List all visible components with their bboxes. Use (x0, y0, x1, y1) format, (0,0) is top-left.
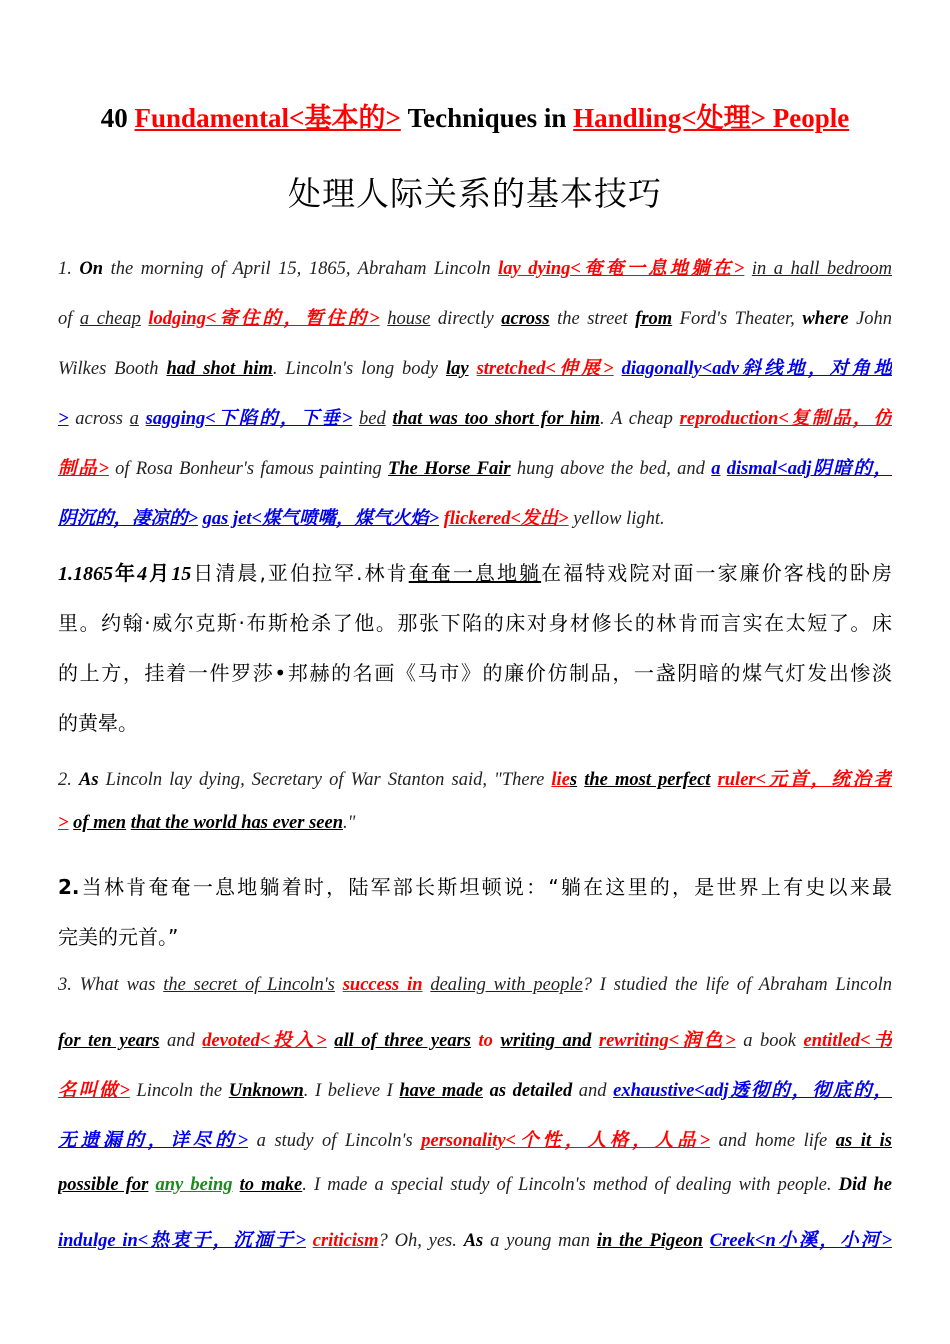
text (710, 770, 717, 790)
keyword: where (802, 309, 849, 329)
keyword: as detailed (489, 1081, 573, 1101)
keyword: from (635, 309, 673, 329)
text (148, 1175, 155, 1195)
annotation: devoted<投入> (202, 1031, 327, 1051)
text: and (572, 1081, 614, 1101)
annotation: > (58, 813, 69, 833)
annotation: lodging<寄住的，暂住的> (148, 309, 380, 329)
annotation: personality<个性，人格，人品> (421, 1131, 711, 1151)
annotation-green: any being (155, 1175, 233, 1195)
keyword: in the Pigeon (596, 1231, 703, 1251)
text: Lincoln lay dying, Secretary of War Stanton said, "There (98, 770, 552, 790)
annotation: 名叫做> (58, 1081, 130, 1101)
text: Lincoln the (129, 1081, 229, 1101)
annotation: rewriting<润色> (598, 1031, 736, 1051)
keyword: Did he (838, 1175, 892, 1195)
keyword: The Horse Fair (388, 459, 511, 479)
underlined-phrase: 奄奄一息地躺 (408, 561, 542, 585)
text: a study of Lincoln's (248, 1131, 422, 1151)
text: and (159, 1031, 203, 1051)
p1-line-3 (58, 354, 892, 380)
keyword: possible for (58, 1175, 149, 1195)
text: a book (735, 1031, 804, 1051)
c1-line-4: 的黄晕。 (58, 711, 138, 735)
annotation-blue: dismal<adj阴暗的， (726, 459, 892, 479)
keyword: As (463, 1231, 484, 1251)
annotation-blue: 阴沉的，凄凉的> (58, 509, 199, 529)
underlined-phrase: house (387, 309, 431, 329)
annotation: lie (551, 770, 570, 790)
text (703, 1231, 710, 1251)
annotation: criticism (312, 1231, 379, 1251)
text (352, 409, 359, 429)
text (233, 1175, 240, 1195)
text (483, 1081, 490, 1101)
keyword: the most perfect (584, 770, 711, 790)
annotation-blue: Creek<n小溪，小河> (709, 1231, 892, 1251)
p3-line-5 (58, 1175, 892, 1196)
text: 年 (113, 561, 138, 585)
text: of Rosa Bonheur's famous painting (108, 459, 389, 479)
keyword: to make (239, 1175, 303, 1195)
keyword: that was too short for him (392, 409, 600, 429)
keyword: as it is (835, 1131, 892, 1151)
annotation: success in (342, 975, 423, 995)
text: 2. (58, 770, 79, 790)
underlined-phrase: the secret of Lincoln's (163, 975, 335, 995)
keyword: On (79, 259, 104, 279)
text: of (58, 309, 80, 329)
keyword: for ten years (58, 1031, 160, 1051)
keyword: had shot him (166, 359, 273, 379)
c2-line-2: 完美的元首。” (58, 925, 179, 949)
annotation: ruler<元首，统治者 (717, 770, 892, 790)
keyword: all of three years (334, 1031, 471, 1051)
keyword: to (478, 1031, 493, 1051)
text: . Lincoln's long body (272, 359, 446, 379)
underlined-phrase: a cheap (79, 309, 141, 329)
text: ? Oh, yes. (378, 1231, 464, 1251)
text: 当林肯奄奄一息地躺着时，陆军部长斯坦顿说：“躺在这里的，是世界上有史以来最 (79, 875, 892, 899)
annotation-blue: > (58, 409, 69, 429)
p1-line-6 (58, 504, 892, 530)
annotation-blue: exhaustive<adj透彻的，彻底的， (613, 1081, 892, 1101)
text: 15 (171, 563, 192, 585)
text (306, 1231, 313, 1251)
text: across (68, 409, 130, 429)
annotation-blue: sagging<下陷的，下垂> (145, 409, 353, 429)
title-number: 40 (100, 103, 135, 133)
p3-line-3 (58, 1076, 892, 1102)
text: hung above the bed, and (510, 459, 712, 479)
p1-line-5 (58, 454, 892, 480)
text (614, 359, 622, 379)
text: yellow light. (568, 509, 665, 529)
text (139, 409, 146, 429)
underlined-phrase: dealing with people (430, 975, 583, 995)
underlined-phrase: bed (359, 409, 386, 429)
annotation: reproduction<复制品，仿 (679, 409, 892, 429)
text (744, 259, 752, 279)
text: John (848, 309, 892, 329)
annotation-blue: a (711, 459, 721, 479)
p2-line-1 (58, 765, 892, 791)
text (335, 975, 343, 995)
text: the street (549, 309, 636, 329)
keyword: As (78, 770, 99, 790)
keyword: of men (73, 813, 127, 833)
text: the morning of April 15, 1865, Abraham Lincoln (103, 259, 499, 279)
c1-line-3: 的上方，挂着一件罗莎•邦赫的名画《马市》的廉价仿制品，一盏阴暗的煤气灯发出惨淡 (58, 661, 892, 685)
annotation-blue: indulge in<热衷于，沉湎于> (58, 1231, 306, 1251)
p3-line-2 (58, 1026, 892, 1052)
text: 在福特戏院对面一家廉价客栈的卧房 (541, 561, 892, 585)
title-annotation-fundamental: Fundamental<基本的> (134, 103, 401, 133)
text: a young man (483, 1231, 597, 1251)
keyword: lay (446, 359, 469, 379)
underlined-phrase: a (129, 409, 139, 429)
text: ." (342, 813, 356, 833)
p3-line-4 (58, 1126, 892, 1152)
annotation: entitled<书 (803, 1031, 892, 1051)
keyword: s (569, 770, 578, 790)
annotation: flickered<发出> (443, 509, 569, 529)
text: 1. (58, 259, 80, 279)
text: 1.1865 (58, 563, 113, 585)
keyword: that the world has ever seen (130, 813, 343, 833)
keyword: writing and (500, 1031, 592, 1051)
text: . A cheap (599, 409, 680, 429)
keyword: have made (399, 1081, 484, 1101)
p1-line-4 (58, 404, 892, 430)
annotation-blue: diagonally<adv斜线地，对角地 (621, 359, 892, 379)
text: and home life (710, 1131, 836, 1151)
text: ? I studied the life of Abraham Lincoln (582, 975, 892, 995)
text: 4 (137, 563, 148, 585)
text: 3. What was (58, 975, 164, 995)
text (591, 1031, 599, 1051)
p3-line-6 (58, 1226, 892, 1252)
p2-line-2 (58, 813, 892, 834)
text: 日清晨,亚伯拉罕.林肯 (191, 561, 409, 585)
keyword: Unknown (228, 1081, 304, 1101)
text (469, 359, 477, 379)
text: . I believe I (303, 1081, 400, 1101)
annotation-blue: gas jet<煤气喷嘴，煤气火焰> (202, 509, 440, 529)
annotation: lay dying<奄奄一息地躺在> (498, 259, 745, 279)
text: Wilkes Booth (58, 359, 167, 379)
c1-line-1 (58, 557, 892, 586)
text: Ford's Theater, (672, 309, 803, 329)
title-annotation-handling: Handling<处理> People (573, 103, 850, 133)
title-middle: Techniques in (400, 103, 574, 133)
text: . I made a special study of Lincoln's method of dealing with people. (302, 1175, 839, 1195)
c1-line-2: 里。约翰·威尔克斯·布斯枪杀了他。那张下陷的床对身材修长的林肯而言实在太短了。床 (58, 611, 892, 635)
annotation: 制品> (58, 459, 109, 479)
chinese-title: 处理人际关系的基本技巧 (288, 174, 662, 213)
text (471, 1031, 479, 1051)
c2-line-1 (58, 871, 892, 900)
p3-line-1 (58, 975, 892, 996)
annotation-blue: 无遗漏的，详尽的> (58, 1131, 249, 1151)
english-title (0, 96, 950, 135)
p1-line-1 (58, 254, 892, 280)
text: 月 (147, 561, 172, 585)
underlined-phrase: in a hall bedroom (751, 259, 892, 279)
keyword: across (501, 309, 550, 329)
text: directly (430, 309, 502, 329)
text: 2. (58, 875, 80, 899)
annotation: stretched<伸展> (476, 359, 614, 379)
p1-line-2 (58, 304, 892, 330)
